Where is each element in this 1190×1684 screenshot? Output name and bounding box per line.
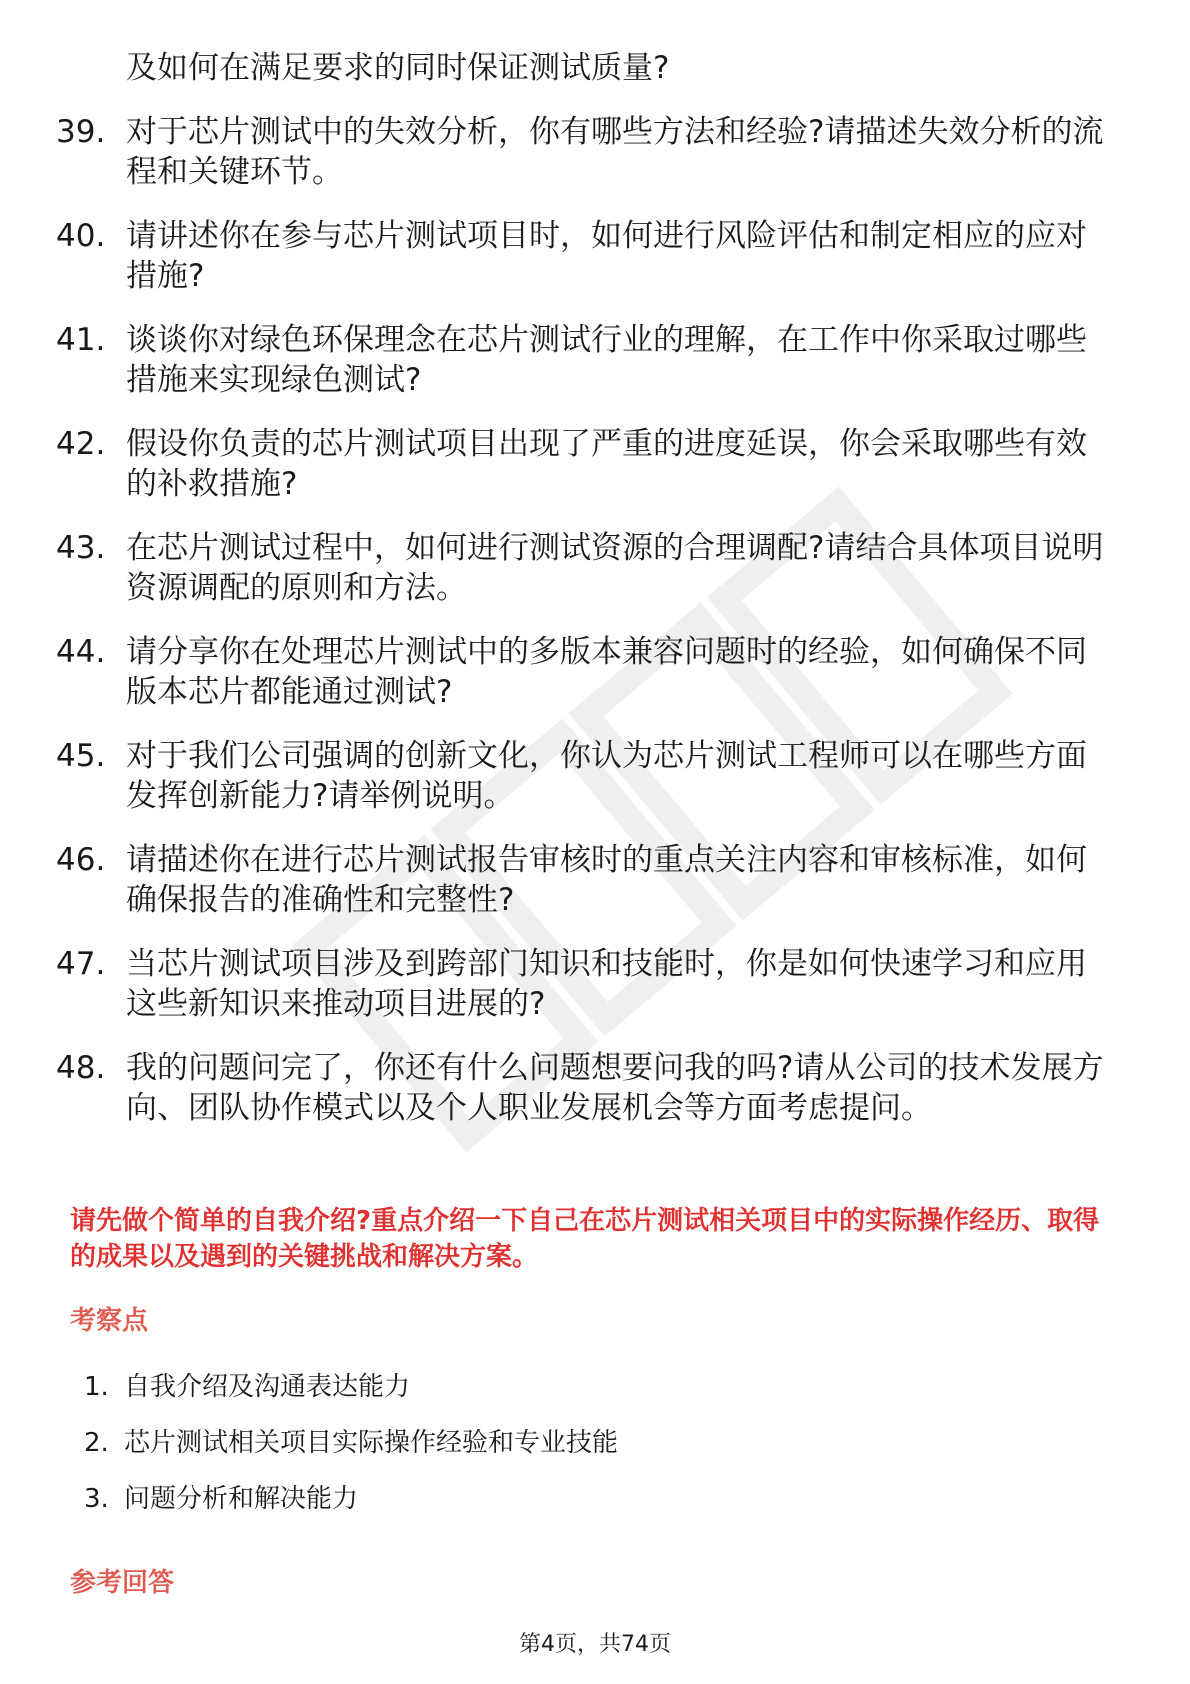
point-text: 自我介绍及沟通表达能力 <box>124 1372 411 1402</box>
page-number-footer: 第4页，共74页 <box>519 1632 671 1657</box>
point-text: 芯片测试相关项目实际操作经验和专业技能 <box>124 1428 619 1458</box>
question-number: 39. <box>56 114 106 150</box>
assessment-section-title: 考察点 <box>70 1306 149 1336</box>
point-text: 问题分析和解决能力 <box>124 1484 359 1514</box>
point-number: 3. <box>84 1484 109 1514</box>
assessment-point <box>84 1426 984 1460</box>
question-item <box>56 216 1116 296</box>
question-list <box>56 48 1116 1152</box>
question-item <box>56 632 1116 712</box>
question-text: 谈谈你对绿色环保理念在芯片测试行业的理解，在工作中你采取过哪些措施来实现绿色测试? <box>126 322 1087 398</box>
question-text: 在芯片测试过程中，如何进行测试资源的合理调配?请结合具体项目说明资源调配的原则和方法。 <box>126 530 1104 606</box>
question-number: 45. <box>56 738 106 774</box>
reference-answer-title: 参考回答 <box>70 1568 175 1598</box>
question-text: 请分享你在处理芯片测试中的多版本兼容问题时的经验，如何确保不同版本芯片都能通过测试? <box>126 634 1087 710</box>
question-item <box>56 736 1116 816</box>
question-text: 对于芯片测试中的失效分析，你有哪些方法和经验?请描述失效分析的流程和关键环节。 <box>126 114 1104 190</box>
interview-prompt: 请先做个简单的自我介绍?重点介绍一下自己在芯片测试相关项目中的实际操作经历、取得的成果以及遇到的关键挑战和解决方案。 <box>70 1206 1100 1272</box>
question-text: 我的问题问完了，你还有什么问题想要问我的吗?请从公司的技术发展方向、团队协作模式以及个人职业发展机会等方面考虑提问。 <box>126 1050 1104 1126</box>
question-item <box>56 424 1116 504</box>
assessment-point <box>84 1482 984 1516</box>
question-item <box>56 320 1116 400</box>
assessment-points-list <box>84 1370 984 1538</box>
question-continuation: 及如何在满足要求的同时保证测试质量? <box>126 50 670 86</box>
question-item <box>56 112 1116 192</box>
assessment-point <box>84 1370 984 1404</box>
point-number: 2. <box>84 1428 109 1458</box>
question-item <box>56 840 1116 920</box>
question-text: 请描述你在进行芯片测试报告审核时的重点关注内容和审核标准，如何确保报告的准确性和完整性? <box>126 842 1087 918</box>
question-item <box>56 528 1116 608</box>
question-text: 对于我们公司强调的创新文化，你认为芯片测试工程师可以在哪些方面发挥创新能力?请举例说明。 <box>126 738 1087 814</box>
question-number: 48. <box>56 1050 106 1086</box>
question-number: 46. <box>56 842 106 878</box>
question-number: 40. <box>56 218 106 254</box>
question-text: 假设你负责的芯片测试项目出现了严重的进度延误，你会采取哪些有效的补救措施? <box>126 426 1087 502</box>
question-number: 41. <box>56 322 106 358</box>
question-number: 44. <box>56 634 106 670</box>
question-number: 43. <box>56 530 106 566</box>
point-number: 1. <box>84 1372 109 1402</box>
question-item <box>56 944 1116 1024</box>
question-text: 请讲述你在参与芯片测试项目时，如何进行风险评估和制定相应的应对措施? <box>126 218 1087 294</box>
question-text: 当芯片测试项目涉及到跨部门知识和技能时，你是如何快速学习和应用这些新知识来推动项目进展的? <box>126 946 1087 1022</box>
question-number: 42. <box>56 426 106 462</box>
question-number: 47. <box>56 946 106 982</box>
question-item <box>56 1048 1116 1128</box>
